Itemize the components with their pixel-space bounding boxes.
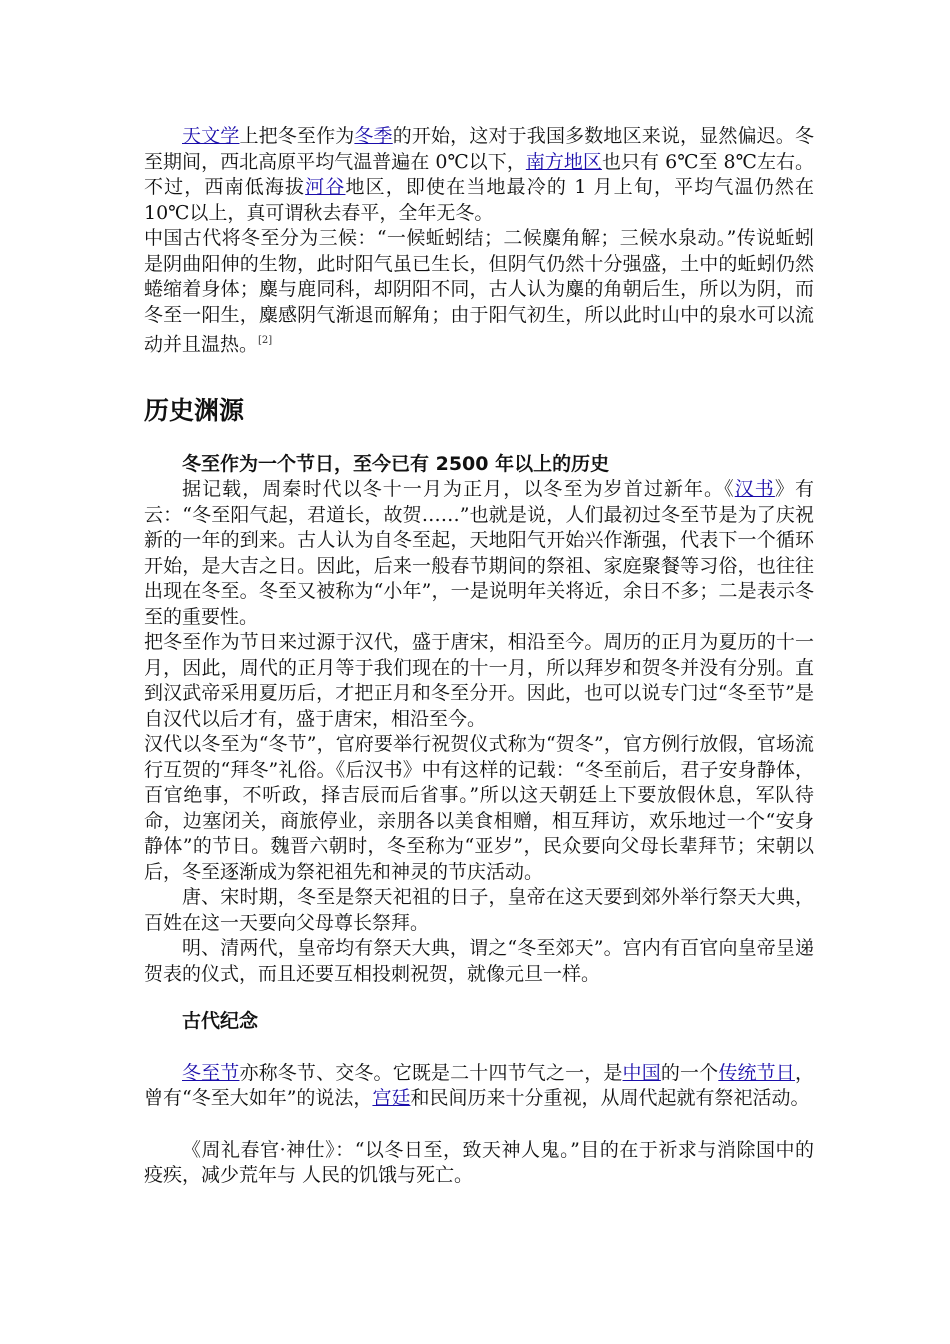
spacer xyxy=(144,1035,814,1061)
paragraph-tang-song: 唐、宋时期，冬至是祭天祀祖的日子，皇帝在这天要到郊外举行祭天大典，百姓在这一天要向父母尊长祭拜。 xyxy=(144,886,814,934)
text: 上把冬至作为 xyxy=(239,125,355,147)
document-page xyxy=(144,124,814,1189)
paragraph-zhou-qin xyxy=(144,477,814,630)
text: 据记载，周秦时代以冬十一月为正月，以冬至为岁首过新年。《 xyxy=(182,478,735,501)
link-winter[interactable]: 冬季 xyxy=(354,125,393,147)
link-palace[interactable]: 宫廷 xyxy=(372,1087,411,1110)
text: 和民间历来十分重视，从周代起就有祭祀活动。 xyxy=(410,1087,810,1110)
link-winter-solstice-festival[interactable]: 冬至节 xyxy=(182,1061,240,1084)
link-river-valley[interactable]: 河谷 xyxy=(305,176,346,198)
text: 的一个 xyxy=(660,1061,719,1084)
paragraph-three-phenology xyxy=(144,226,814,358)
text: 地区，即使在当地最冷的 1 月上旬，平均气温仍然在 10℃以上，真可谓秋去春平，全年无冬。 xyxy=(144,176,814,224)
text: 中国古代将冬至分为三候：“一候蚯蚓结；二候麋角解；三候水泉动。”传说蚯蚓是阴曲阳伸的生物，此时阳气虽已生长，但阴气仍然十分强盛，土中的蚯蚓仍然蜷缩着身体；麋与鹿同科，却阴阳不同，古人认为麋的角朝后生，所以为阴，而冬至一阳生，麋感阴气渐退而解角；由于阳气初生，所以此时山中的泉水可以流动并且温热。 xyxy=(144,227,814,356)
paragraph-solstice-climate xyxy=(144,124,814,226)
text: 》有云：“冬至阳气起，君道长，故贺……”也就是说，人们最初过冬至节是为了庆祝新的一年的到来。古人认为自冬至起，天地阳气开始兴作渐强，代表下一个循环开始，是大吉之日。因此，后来一般春节期间的祭祖、家庭聚餐等习俗，也往往出现在冬至。冬至又被称为“小年”，一是说明年关将近，余日不多；二是表示冬至的重要性。 xyxy=(144,478,814,628)
paragraph-zhou-li: 《周礼春官·神仕》：“以冬日至，致天神人鬼。”目的在于祈求与消除国中的疫疾，减少荒年与 人民的饥饿与死亡。 xyxy=(144,1138,814,1187)
paragraph-festival-intro xyxy=(144,1061,814,1112)
link-han-shu[interactable]: 汉书 xyxy=(734,478,775,501)
text: 的开始，这对于我国多数地区来说，显然偏迟。冬至期间，西北高原平均气温普遍在 0℃以下， xyxy=(144,125,814,173)
paragraph-han-origin: 把冬至作为节日来过源于汉代，盛于唐宋，相沿至今。周历的正月为夏历的十一月，因此，周代的正月等于我们现在的十一月，所以拜岁和贺冬并没有分别。直到汉武帝采用夏历后，才把正月和冬至分开。因此，也可以说专门过“冬至节”是自汉代以后才有，盛于唐宋，相沿至今。 xyxy=(144,631,814,730)
link-china[interactable]: 中国 xyxy=(622,1061,661,1084)
subheading-ancient: 古代纪念 xyxy=(182,1010,259,1033)
link-traditional-festival[interactable]: 传统节日 xyxy=(718,1061,795,1084)
text: 也只有 6℃至 8℃左右。不过，西南低海拔 xyxy=(144,150,814,198)
spacer xyxy=(144,987,814,1009)
link-southern-region[interactable]: 南方地区 xyxy=(525,150,602,173)
link-astronomy[interactable]: 天文学 xyxy=(182,125,240,147)
text: ，曾有“冬至大如年”的说法， xyxy=(144,1061,814,1110)
text: 亦称冬节、交冬。它既是二十四节气之一，是 xyxy=(239,1061,623,1084)
section-heading: 历史渊源 xyxy=(144,395,245,425)
paragraph-han-customs: 汉代以冬至为“冬节”，官府要举行祝贺仪式称为“贺冬”，官方例行放假，官场流行互贺的“拜冬”礼俗。《后汉书》中有这样的记载：“冬至前后，君子安身静体，百官绝事，不听政，择吉辰而后省事。”所以这天朝廷上下要放假休息，军队待命，边塞闭关，商旅停业，亲朋各以美食相赠，相互拜访，欢乐地过一个“安身静体”的节日。魏晋六朝时，冬至称为“亚岁”，民众要向父母长辈拜节；宋朝以后，冬至逐渐成为祭祀祖先和神灵的节庆活动。 xyxy=(144,733,814,883)
spacer xyxy=(144,1112,814,1138)
subheading-history: 冬至作为一个节日，至今已有 2500 年以上的历史 xyxy=(182,452,610,475)
paragraph-ming-qing: 明、清两代，皇帝均有祭天大典，谓之“冬至郊天”。宫内有百官向皇帝呈递贺表的仪式，而且还要互相投刺祝贺，就像元旦一样。 xyxy=(144,937,814,985)
reference-marker[interactable]: [2] xyxy=(258,335,273,346)
